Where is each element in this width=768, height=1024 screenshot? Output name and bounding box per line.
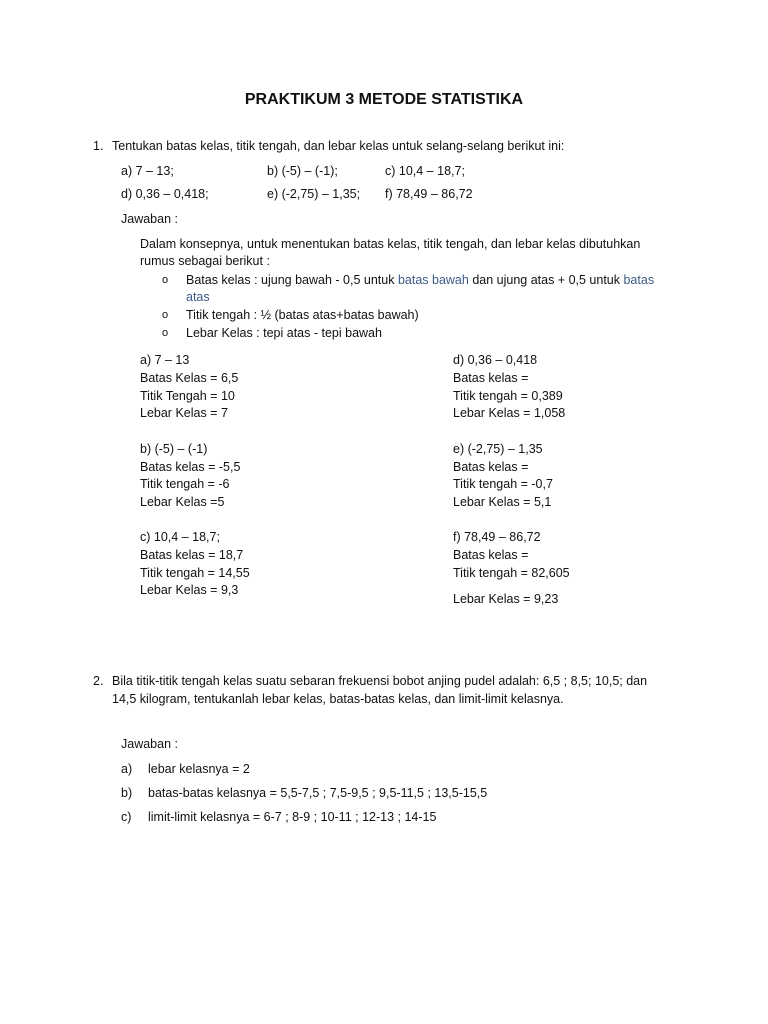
question-1-number: 1. — [93, 139, 104, 153]
solution-a-heading: a) 7 – 13 — [140, 353, 190, 367]
solution-b-lebar: Lebar Kelas =5 — [140, 495, 225, 509]
solution-b-batas: Batas kelas = -5,5 — [140, 460, 241, 474]
rule1-highlight-atas: atas — [186, 290, 210, 304]
solution-c-heading: c) 10,4 – 18,7; — [140, 530, 220, 544]
interval-f: f) 78,49 – 86,72 — [385, 187, 473, 201]
answer-a-letter: a) — [121, 762, 133, 776]
solution-c-titik: Titik tengah = 14,55 — [140, 566, 250, 580]
solution-d-lebar: Lebar Kelas = 1,058 — [453, 406, 566, 420]
solution-f-titik: Titik tengah = 82,605 — [453, 566, 570, 580]
solution-b-titik: Titik tengah = -6 — [140, 477, 230, 491]
solution-d-titik: Titik tengah = 0,389 — [453, 389, 563, 403]
answer-label-2: Jawaban : — [121, 737, 178, 751]
rule1-text-b: dan ujung atas + 0,5 untuk — [468, 273, 624, 287]
question-2-text-line-1: Bila titik-titik tengah kelas suatu sebaran frekuensi bobot anjing pudel adalah: 6,5 ; 8,5; 10,5; dan — [112, 674, 648, 688]
bullet-icon: o — [162, 309, 169, 321]
bullet-icon: o — [162, 274, 169, 286]
interval-a: a) 7 – 13; — [121, 164, 174, 178]
solution-e-batas: Batas kelas = — [453, 460, 529, 474]
rule1-highlight-batas: batas — [623, 273, 655, 287]
solution-f-heading: f) 78,49 – 86,72 — [453, 530, 541, 544]
solution-f-lebar: Lebar Kelas = 9,23 — [453, 592, 559, 606]
answer-c-text: limit-limit kelasnya = 6-7 ; 8-9 ; 10-11 ; 12-13 ; 14-15 — [148, 810, 437, 824]
answer-b-text: batas-batas kelasnya = 5,5-7,5 ; 7,5-9,5 ; 9,5-11,5 ; 13,5-15,5 — [148, 786, 488, 800]
answer-c-letter: c) — [121, 810, 132, 824]
solution-e-lebar: Lebar Kelas = 5,1 — [453, 495, 552, 509]
rule1-text-a: Batas kelas : ujung bawah - 0,5 untuk — [186, 273, 398, 287]
interval-d: d) 0,36 – 0,418; — [121, 187, 209, 201]
solution-d-batas: Batas kelas = — [453, 371, 529, 385]
interval-c: c) 10,4 – 18,7; — [385, 164, 465, 178]
answer-a-text: lebar kelasnya = 2 — [148, 762, 250, 776]
question-2-text-line-2: 14,5 kilogram, tentukanlah lebar kelas, batas-batas kelas, dan limit-limit kelasnya. — [112, 692, 564, 706]
solution-a-lebar: Lebar Kelas = 7 — [140, 406, 228, 420]
answer-b-letter: b) — [121, 786, 133, 800]
solution-e-titik: Titik tengah = -0,7 — [453, 477, 553, 491]
page-title: PRAKTIKUM 3 METODE STATISTIKA — [244, 91, 524, 108]
question-1-text: Tentukan batas kelas, titik tengah, dan lebar kelas untuk selang-selang berikut ini: — [112, 139, 565, 153]
solution-b-heading: b) (-5) – (-1) — [140, 442, 208, 456]
solution-a-batas: Batas Kelas = 6,5 — [140, 371, 239, 385]
question-2-number: 2. — [93, 674, 104, 688]
solution-c-batas: Batas kelas = 18,7 — [140, 548, 244, 562]
rule-batas-kelas — [186, 272, 654, 289]
intro-line-2: rumus sebagai berikut : — [140, 254, 270, 268]
rule1-highlight-batas-bawah: batas bawah — [397, 273, 469, 287]
interval-b: b) (-5) – (-1); — [267, 164, 338, 178]
rule-titik-tengah: Titik tengah : ½ (batas atas+batas bawah) — [186, 308, 419, 322]
solution-f-batas: Batas kelas = — [453, 548, 529, 562]
solution-d-heading: d) 0,36 – 0,418 — [453, 353, 538, 367]
solution-a-titik: Titik Tengah = 10 — [140, 389, 235, 403]
solution-c-lebar: Lebar Kelas = 9,3 — [140, 583, 239, 597]
intro-line-1: Dalam konsepnya, untuk menentukan batas kelas, titik tengah, dan lebar kelas dibutuhkan — [140, 237, 641, 251]
bullet-icon: o — [162, 327, 169, 339]
answer-label-1: Jawaban : — [121, 212, 178, 226]
solution-e-heading: e) (-2,75) – 1,35 — [453, 442, 543, 456]
interval-e: e) (-2,75) – 1,35; — [267, 187, 361, 201]
rule-lebar-kelas: Lebar Kelas : tepi atas - tepi bawah — [186, 326, 382, 340]
